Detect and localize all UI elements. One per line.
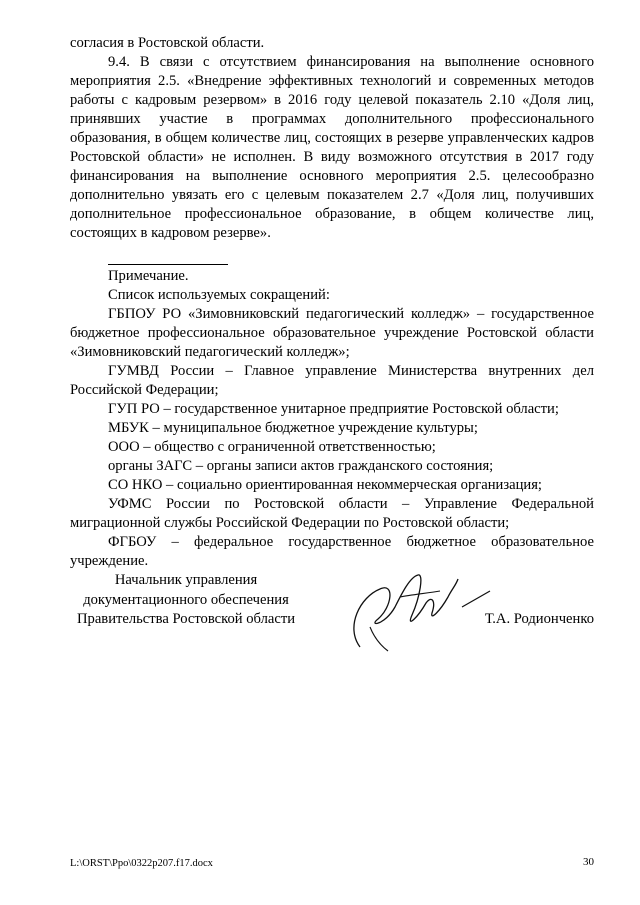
abbreviation-item: ООО – общество с ограниченной ответственностью; bbox=[108, 439, 436, 455]
abbreviation-item: ФГБОУ – федеральное государственное бюджетное образовательное учреждение. bbox=[70, 534, 594, 569]
signatory-title-line: документационного обеспечения bbox=[83, 591, 289, 608]
document-body bbox=[70, 34, 594, 571]
paragraph-continuation: согласия в Ростовской области. bbox=[70, 35, 265, 51]
signatory-title bbox=[70, 571, 302, 630]
abbreviation-item: органы ЗАГС – органы записи актов гражданского состояния; bbox=[108, 458, 494, 474]
abbreviation-item: ГУП РО – государственное унитарное предприятие Ростовской области; bbox=[108, 401, 559, 417]
signature-block bbox=[70, 571, 594, 661]
signatory-title-line: Правительства Ростовской области bbox=[76, 611, 296, 627]
paragraph-9-4: 9.4. В связи с отсутствием финансирования на выполнение основного мероприятия 2.5. «Внедрение эффективных технологий и современных методов работы с кадровым резервом» в 2016 году целевой показатель 2.10 «Доля лиц, принявших участие в программах дополнительного профессионального образования, в общем количестве лиц, состоящих в резерве управленческих кадров Ростовской области» не исполнен. В виду возможного отсутствия в 2017 году финансирования на выполнение основного мероприятия 2.5. целесообразно дополнительно увязать его с целевым показателем 2.7 «Доля лиц, получивших дополнительное профессиональное образование, в общем количестве лиц, состоящих в кадровом резерве». bbox=[70, 54, 594, 241]
abbreviation-item: СО НКО – социально ориентированная некоммерческая организация; bbox=[108, 477, 542, 493]
notes-section bbox=[70, 264, 594, 571]
abbreviation-item: ГБПОУ РО «Зимовниковский педагогический колледж» – государственное бюджетное профессиональное образовательное учреждение Ростовской области «Зимовниковский педагогический колледж»; bbox=[70, 306, 594, 360]
signatory-name: Т.А. Родионченко bbox=[484, 611, 594, 627]
abbreviation-item: УФМС России по Ростовской области – Управление Федеральной миграционной службы Российской Федерации по Ростовской области; bbox=[70, 496, 594, 531]
handwritten-signature bbox=[340, 567, 500, 657]
abbreviation-item: МБУК – муниципальное бюджетное учреждение культуры; bbox=[108, 420, 478, 436]
file-path: L:\ORST\Ppo\0322p207.f17.docx bbox=[70, 858, 213, 869]
footnote-separator bbox=[108, 264, 228, 265]
notes-heading: Примечание. bbox=[108, 268, 189, 284]
abbreviation-item: ГУМВД России – Главное управление Министерства внутренних дел Российской Федерации; bbox=[70, 363, 594, 398]
signatory-title-line: Начальник управления bbox=[114, 572, 258, 588]
page-number: 30 bbox=[583, 856, 594, 868]
abbreviations-title: Список используемых сокращений: bbox=[108, 287, 330, 303]
